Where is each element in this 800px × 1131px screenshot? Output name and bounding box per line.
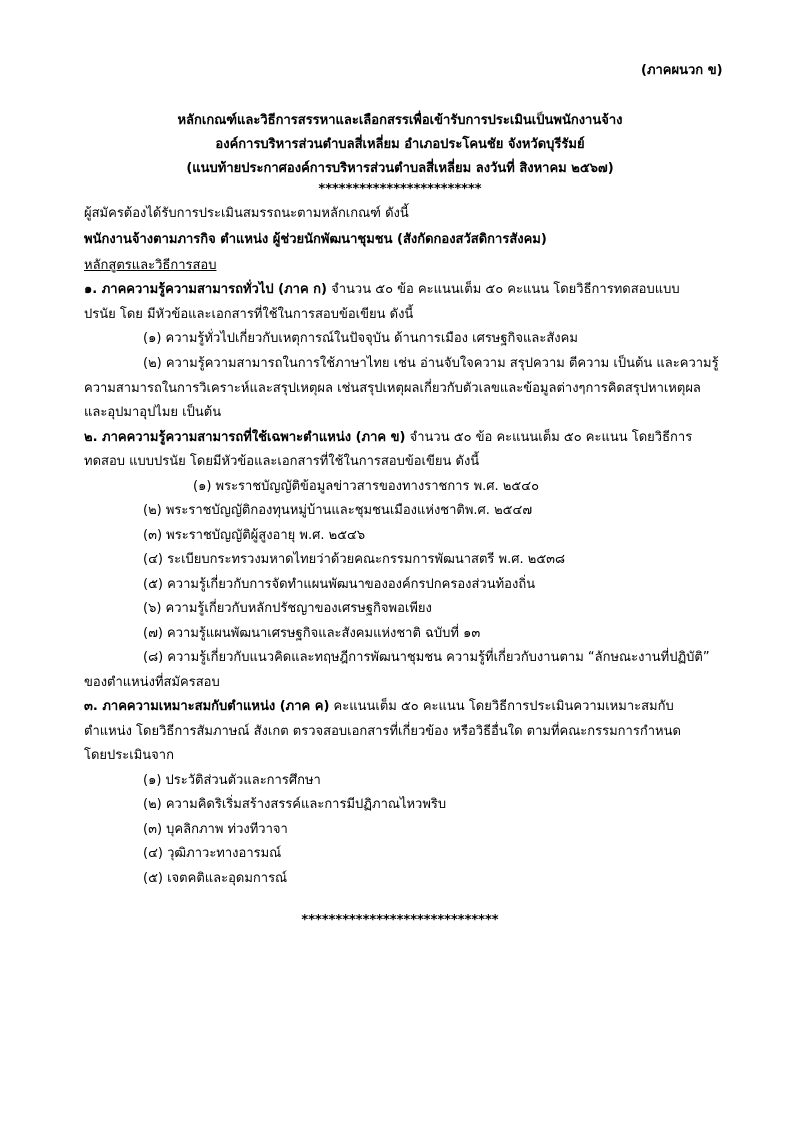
part3-text2: ตำแหน่ง โดยวิธีการสัมภาษณ์ สังเกต ตรวจสอบเอกสารที่เกี่ยวข้อง หรือวิธีอื่นใด ตามที่คณะกรรมการกำหนด xyxy=(84,724,681,739)
part2-item: (๘) ความรู้เกี่ยวกับแนวคิดและทฤษฎีการพัฒนาชุมชน ความรู้ที่เกี่ยวกับงานตาม “ลักษณะงานที่ปฏิบัติ” xyxy=(143,650,710,665)
part1-item2-line2: ความสามารถในการวิเคราะห์และสรุปเหตุผล เช่นสรุปเหตุผลเกี่ยวกับตัวเลขและข้อมูลต่างๆการคิดสรุปหาเหตุผล xyxy=(84,381,701,396)
part2-heading: ๒. ภาคความรู้ความสามารถที่ใช้เฉพาะตำแหน่ง (ภาค ข) xyxy=(84,430,406,445)
part3-heading: ๓. ภาคความเหมาะสมกับตำแหน่ง (ภาค ค) xyxy=(84,699,330,714)
part3-item: (๒) ความคิดริเริ่มสร้างสรรค์และการมีปฏิภาณไหวพริบ xyxy=(143,797,447,812)
part1-text1: จำนวน ๕๐ ข้อ คะแนนเต็ม ๕๐ คะแนน โดยวิธีการทดสอบแบบ xyxy=(326,282,680,297)
position-title: พนักงานจ้างตามภารกิจ ตำแหน่ง ผู้ช่วยนักพัฒนาชุมชน (สังกัดกองสวัสดิการสังคม) xyxy=(84,232,547,247)
annex-label: (ภาคผนวก ข) xyxy=(641,63,723,78)
part3-item: (๑) ประวัติส่วนตัวและการศึกษา xyxy=(143,773,321,788)
part2-line1 xyxy=(84,429,692,447)
part3-item: (๔) วุฒิภาวะทางอารมณ์ xyxy=(143,846,282,861)
part3-text3: โดยประเมินจาก xyxy=(84,748,174,763)
part2-item: (๒) พระราชบัญญัติกองทุนหมู่บ้านและชุมชนเมืองแห่งชาติพ.ศ. ๒๕๔๗ xyxy=(143,503,533,518)
part1-heading: ๑. ภาคความรู้ความสามารถทั่วไป (ภาค ก) xyxy=(84,282,327,297)
header-title-line3: (แนบท้ายประกาศองค์การบริหารส่วนตำบลสี่เหลี่ยม ลงวันที่ สิงหาคม ๒๕๖๗) xyxy=(186,161,614,176)
part1-item2-line3: และอุปมาอุปไมย เป็นต้น xyxy=(84,405,222,420)
curriculum-title: หลักสูตรและวิธีการสอบ xyxy=(84,258,217,273)
part2-item: (๓) พระราชบัญญัติผู้สูงอายุ พ.ศ. ๒๕๔๖ xyxy=(143,528,366,543)
header-title-line2: องค์การบริหารส่วนตำบลสี่เหลี่ยม อำเภอประโคนชัย จังหวัดบุรีรัมย์ xyxy=(215,137,585,152)
intro-text: ผู้สมัครต้องได้รับการประเมินสมรรถนะตามหลักเกณฑ์ ดังนี้ xyxy=(84,206,409,221)
part2-item: (๑) พระราชบัญญัติข้อมูลข่าวสารของทางราชการ พ.ศ. ๒๕๔๐ xyxy=(193,479,539,494)
header-title-line1: หลักเกณฑ์และวิธีการสรรหาและเลือกสรรเพื่อเข้ารับการประเมินเป็นพนักงานจ้าง xyxy=(177,113,623,128)
part3-line1 xyxy=(84,698,674,716)
header-stars-divider: ************************ xyxy=(318,182,482,197)
part3-item: (๓) บุคลิกภาพ ท่วงทีวาจา xyxy=(143,822,288,837)
part2-item: (๕) ความรู้เกี่ยวกับการจัดทำแผนพัฒนาขององค์กรปกครองส่วนท้องถิ่น xyxy=(143,577,536,592)
part3-item: (๕) เจตคติและอุดมการณ์ xyxy=(143,871,288,886)
part1-text2: ปรนัย โดย มีหัวข้อและเอกสารที่ใช้ในการสอบข้อเขียน ดังนี้ xyxy=(84,307,414,322)
part2-text2: ทดสอบ แบบปรนัย โดยมีหัวข้อและเอกสารที่ใช้ในการสอบข้อเขียน ดังนี้ xyxy=(84,454,480,469)
part2-item8-continuation: ของตำแหน่งที่สมัครสอบ xyxy=(84,675,220,690)
part1-item2-line1: (๒) ความรู้ความสามารถในการใช้ภาษาไทย เช่น อ่านจับใจความ สรุปความ ตีความ เป็นต้น และความรู้ xyxy=(143,356,719,371)
part2-item: (๖) ความรู้เกี่ยวกับหลักปรัชญาของเศรษฐกิจพอเพียง xyxy=(143,601,432,616)
part1-line1 xyxy=(84,281,680,299)
footer-stars-divider: ***************************** xyxy=(301,913,499,928)
part2-item: (๔) ระเบียบกระทรวงมหาดไทยว่าด้วยคณะกรรมการพัฒนาสตรี พ.ศ. ๒๕๓๘ xyxy=(143,552,566,567)
part2-text1: จำนวน ๕๐ ข้อ คะแนนเต็ม ๕๐ คะแนน โดยวิธีการ xyxy=(405,430,693,445)
part2-item: (๗) ความรู้แผนพัฒนาเศรษฐกิจและสังคมแห่งชาติ ฉบับที่ ๑๓ xyxy=(143,626,481,641)
part3-text1: คะแนนเต็ม ๕๐ คะแนน โดยวิธีการประเมินความเหมาะสมกับ xyxy=(329,699,674,714)
part1-item1: (๑) ความรู้ทั่วไปเกี่ยวกับเหตุการณ์ในปัจจุบัน ด้านการเมือง เศรษฐกิจและสังคม xyxy=(143,331,578,346)
